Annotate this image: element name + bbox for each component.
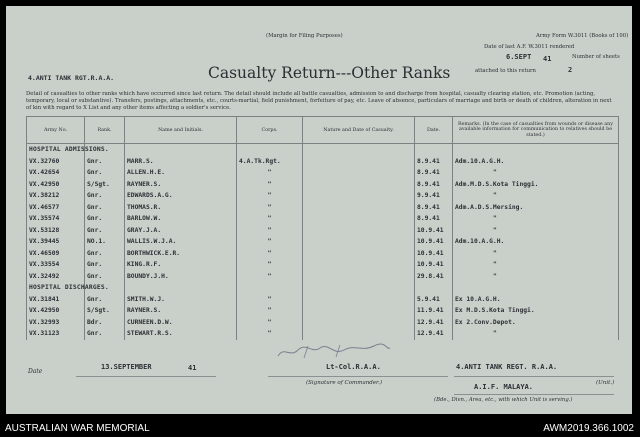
cell-nature: [303, 225, 415, 237]
cell-rank: Gnr.: [85, 259, 125, 271]
cell-corps: ": [237, 294, 303, 306]
cell-remarks: Adm.10.A.G.H.: [453, 156, 619, 168]
cell-army-no: VX.42950: [27, 179, 85, 191]
table-row: [27, 167, 619, 179]
cell-army-no: VX.32760: [27, 156, 85, 168]
cell-date: 8.9.41: [415, 213, 453, 225]
table-row: [27, 294, 619, 306]
cell-nature: [303, 259, 415, 271]
cell-name: RAYNER.S.: [125, 179, 237, 191]
cell-army-no: VX.33554: [27, 259, 85, 271]
cell-date: 8.9.41: [415, 167, 453, 179]
cell-rank: Gnr.: [85, 248, 125, 260]
cell-nature: [303, 156, 415, 168]
cell-corps: ": [237, 305, 303, 317]
header-date: Date.: [415, 117, 453, 144]
unit-name-top: 4.ANTI TANK RGT.R.A.A.: [28, 74, 115, 82]
unit-label: (Unit.): [596, 380, 615, 386]
cell-name: CURNEEN.D.W.: [125, 317, 237, 329]
cell-rank: Gnr.: [85, 294, 125, 306]
table-row: [27, 179, 619, 191]
date-rendered-value: 6.SEPT: [506, 53, 532, 61]
margin-note: (Margin for Filing Purposes): [266, 33, 343, 39]
return-date-value: 13.SEPTEMBER: [101, 363, 152, 371]
section-header-row: [27, 282, 619, 294]
section-title: HOSPITAL DISCHARGES.: [27, 282, 85, 294]
commander-label: (Signature of Commander.): [306, 380, 382, 386]
cell-corps: ": [237, 190, 303, 202]
table-row: [27, 213, 619, 225]
cell-name: STEWART.R.S.: [125, 328, 237, 340]
cell-rank: Gnr.: [85, 190, 125, 202]
table-row: [27, 202, 619, 214]
table-row: [27, 190, 619, 202]
cell-nature: [303, 248, 415, 260]
cell-corps: 4.A.Tk.Rgt.: [237, 156, 303, 168]
cell-name: GRAY.J.A.: [125, 225, 237, 237]
cell-corps: ": [237, 248, 303, 260]
document-title: Casualty Return---Other Ranks: [208, 64, 451, 82]
date-rendered-suffix: 41: [543, 55, 552, 63]
footer-institution: AUSTRALIAN WAR MEMORIAL: [5, 423, 150, 434]
location-value: A.I.F. MALAYA.: [474, 383, 534, 391]
cell-name: ALLEN.H.E.: [125, 167, 237, 179]
cell-remarks: Ex 10.A.G.H.: [453, 294, 619, 306]
cell-nature: [303, 294, 415, 306]
cell-date: 8.9.41: [415, 202, 453, 214]
cell-remarks: ": [453, 190, 619, 202]
cell-rank: Gnr.: [85, 328, 125, 340]
location-label: (Bde., Divn., Area, etc., with which Unit is serving.): [434, 397, 573, 403]
cell-date: 12.9.41: [415, 328, 453, 340]
table-row: [27, 236, 619, 248]
cell-army-no: VX.39445: [27, 236, 85, 248]
cell-nature: [303, 190, 415, 202]
cell-name: BOUNDY.J.H.: [125, 271, 237, 283]
cell-army-no: VX.42950: [27, 305, 85, 317]
unit-value: 4.ANTI TANK REGT. R.A.A.: [456, 363, 558, 371]
header-remarks: Remarks. (In the case of casualties from wounds or disease any available information for communication to relatives should be stated.): [453, 117, 619, 144]
table-header-row: [27, 117, 619, 144]
cell-corps: ": [237, 328, 303, 340]
cell-rank: Gnr.: [85, 213, 125, 225]
cell-rank: S/Sgt.: [85, 179, 125, 191]
cell-remarks: ": [453, 225, 619, 237]
attached-label: attached to this return: [475, 68, 536, 74]
cell-remarks: Adm.M.D.S.Kota Tinggi.: [453, 179, 619, 191]
table-row: [27, 305, 619, 317]
cell-date: 12.9.41: [415, 317, 453, 329]
cell-rank: Bdr.: [85, 317, 125, 329]
cell-remarks: ": [453, 213, 619, 225]
cell-date: 10.9.41: [415, 225, 453, 237]
cell-date: 5.9.41: [415, 294, 453, 306]
cell-name: WALLIS.W.J.A.: [125, 236, 237, 248]
casualty-table: [26, 116, 619, 340]
cell-corps: ": [237, 167, 303, 179]
cell-army-no: VX.32492: [27, 271, 85, 283]
cell-remarks: Ex M.D.S.Kota Tinggi.: [453, 305, 619, 317]
cell-army-no: VX.46577: [27, 202, 85, 214]
cell-remarks: ": [453, 248, 619, 260]
header-name: Name and Initials.: [125, 117, 237, 144]
cell-date: 8.9.41: [415, 179, 453, 191]
header-nature: Nature and Date of Casualty.: [303, 117, 415, 144]
table-row: [27, 317, 619, 329]
cell-rank: Gnr.: [85, 271, 125, 283]
cell-remarks: Adm.A.D.S.Mersing.: [453, 202, 619, 214]
commander-rank: Lt-Col.R.A.A.: [326, 363, 381, 371]
return-date-suffix: 41: [188, 364, 197, 372]
form-id: Army Form W.3011 (Books of 100): [536, 33, 629, 39]
cell-army-no: VX.42654: [27, 167, 85, 179]
cell-corps: ": [237, 213, 303, 225]
cell-nature: [303, 328, 415, 340]
cell-name: BARLOW.W.: [125, 213, 237, 225]
cell-army-no: VX.31841: [27, 294, 85, 306]
table-row: [27, 248, 619, 260]
cell-name: KING.R.F.: [125, 259, 237, 271]
cell-nature: [303, 179, 415, 191]
cell-date: 10.9.41: [415, 248, 453, 260]
cell-date: 10.9.41: [415, 236, 453, 248]
cell-rank: Gnr.: [85, 202, 125, 214]
instructions-text: Detail of casualties to other ranks which have occurred since last return. The detail should include all battle casualties, admission to and discharge from hospital, casualty clearing station, etc. Promotion (acting, temporary, local or substantive). Transfers, postings, attachments, etc., courts-martial, field punishment, forfeiture of pay, etc. Leave of absence, particulars of marriage and birth or death of children, alteration in next of kin with regard to X List and any other items affecting a soldier's service.: [26, 91, 612, 111]
table-row: [27, 259, 619, 271]
cell-remarks: Ex 2.Conv.Depot.: [453, 317, 619, 329]
document-sheet: [6, 6, 632, 414]
date-rendered-label: Date of last A.F. W.3011 rendered: [484, 44, 575, 50]
section-title: HOSPITAL ADMISSIONS.: [27, 144, 85, 156]
cell-army-no: VX.35574: [27, 213, 85, 225]
cell-army-no: VX.32993: [27, 317, 85, 329]
footer-accession-number: AWM2019.366.1002: [543, 423, 634, 434]
cell-corps: ": [237, 179, 303, 191]
table-row: [27, 156, 619, 168]
cell-name: BORTHWICK.E.R.: [125, 248, 237, 260]
cell-rank: Gnr.: [85, 167, 125, 179]
cell-nature: [303, 236, 415, 248]
cell-remarks: ": [453, 259, 619, 271]
cell-nature: [303, 213, 415, 225]
cell-corps: ": [237, 259, 303, 271]
cell-nature: [303, 167, 415, 179]
cell-name: EDWARDS.A.G.: [125, 190, 237, 202]
header-army-no: Army No.: [27, 117, 85, 144]
table-row: [27, 225, 619, 237]
cell-rank: S/Sgt.: [85, 305, 125, 317]
date-label: Date: [28, 368, 43, 375]
handwritten-signature: [274, 342, 394, 362]
cell-nature: [303, 271, 415, 283]
table-row: [27, 328, 619, 340]
cell-corps: ": [237, 225, 303, 237]
cell-date: 11.9.41: [415, 305, 453, 317]
table-row: [27, 271, 619, 283]
cell-date: 29.8.41: [415, 271, 453, 283]
footer-bar: [0, 420, 640, 437]
cell-army-no: VX.53128: [27, 225, 85, 237]
cell-name: RAYNER.S.: [125, 305, 237, 317]
cell-remarks: Adm.10.A.G.H.: [453, 236, 619, 248]
cell-name: MARR.S.: [125, 156, 237, 168]
cell-corps: ": [237, 202, 303, 214]
header-rank: Rank.: [85, 117, 125, 144]
cell-nature: [303, 202, 415, 214]
cell-corps: ": [237, 236, 303, 248]
header-corps: Corps.: [237, 117, 303, 144]
cell-army-no: VX.31123: [27, 328, 85, 340]
cell-remarks: ": [453, 271, 619, 283]
cell-name: SMITH.W.J.: [125, 294, 237, 306]
cell-remarks: ": [453, 167, 619, 179]
cell-rank: NO.1.: [85, 236, 125, 248]
cell-date: 9.9.41: [415, 190, 453, 202]
cell-corps: ": [237, 317, 303, 329]
section-header-row: [27, 144, 619, 156]
cell-rank: Gnr.: [85, 225, 125, 237]
cell-rank: Gnr.: [85, 156, 125, 168]
sheets-label: Number of sheets: [572, 54, 620, 60]
cell-date: 10.9.41: [415, 259, 453, 271]
cell-date: 8.9.41: [415, 156, 453, 168]
cell-army-no: VX.46509: [27, 248, 85, 260]
cell-remarks: ": [453, 328, 619, 340]
cell-nature: [303, 305, 415, 317]
sheets-value: 2: [568, 66, 573, 74]
cell-nature: [303, 317, 415, 329]
cell-army-no: VX.38212: [27, 190, 85, 202]
cell-name: THOMAS.R.: [125, 202, 237, 214]
cell-corps: ": [237, 271, 303, 283]
